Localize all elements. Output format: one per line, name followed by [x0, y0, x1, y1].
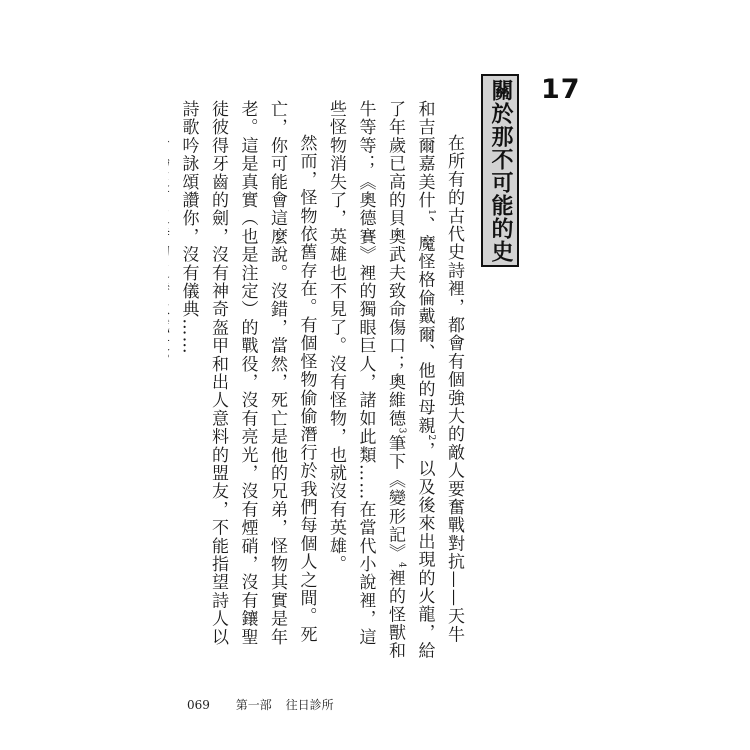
- paragraph: [321, 100, 469, 660]
- text-run: [168, 134, 169, 371]
- page-number: 069: [187, 698, 210, 712]
- paragraph: [173, 100, 321, 660]
- footnote-ref: 1: [426, 209, 437, 217]
- running-head-section: 往日診所: [285, 698, 334, 712]
- chapter-title: 關於那不可能的史: [481, 74, 519, 267]
- footnote-ref: 3: [396, 427, 407, 435]
- text-run: 然而，怪物依舊存在。有個怪物偷偷潛行於我們每個人之間。死亡，你可能會這麼說。沒錯，當然，死亡是他的兄弟，怪物其實是年老。這是真實（也是注定）的戰役，沒有亮光，沒有煙硝，沒有鑲聖徒彼得牙齒的劍，沒有神奇盔甲和出人意料的盟友，不能指望詩人以詩歌吟詠頌讚你，沒有儀典……: [178, 100, 317, 646]
- footnote-ref: 4: [396, 561, 407, 569]
- text-run: 筆下《變形記》: [385, 434, 405, 562]
- running-head-part: 第一部: [235, 698, 272, 712]
- chapter-number: 17: [541, 74, 581, 105]
- page-footer: [187, 696, 334, 713]
- text-run: 、魔怪格倫戴爾、他的母親: [414, 216, 435, 435]
- text-run: 在所有的古代史詩裡，都會有個強大的敵人要奮戰對抗——天牛和吉爾嘉美什: [414, 100, 464, 644]
- body-text: [168, 100, 468, 660]
- text-run: ，以及後來出現的火龍，給了年歲已高的貝奧武夫致命傷口；奧維德: [385, 100, 435, 660]
- footnote-ref: 2: [426, 434, 437, 442]
- text-run: 裡的怪獸和牛等等；《奧德賽》裡的獨眼巨人，諸如此類……在當代小說裡，這些怪物消失了，英雄也不見了。沒有怪物，也就沒有英雄。: [326, 100, 405, 660]
- paragraph: [168, 100, 173, 660]
